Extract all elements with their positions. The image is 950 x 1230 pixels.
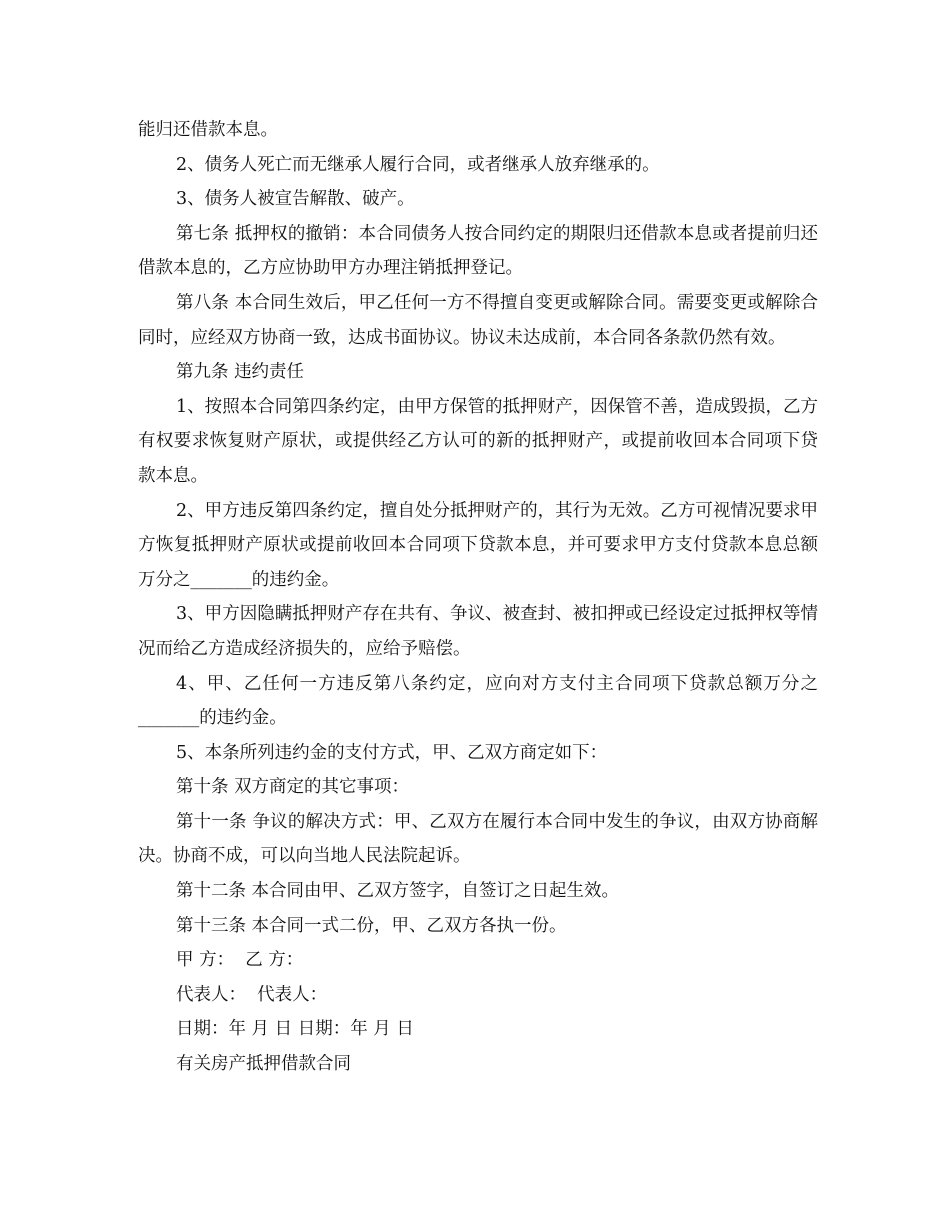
article-7: 第七条 抵押权的撤销：本合同债务人按合同约定的期限归还借款本息或者提前归还借款本息的，乙方应协助甲方办理注销抵押登记。 xyxy=(138,223,818,279)
document-body xyxy=(138,113,818,1082)
article-9-heading: 第九条 违约责任 xyxy=(176,362,305,383)
article-9-clause-4: 4、甲、乙任何一方违反第八条约定，应向对方支付主合同项下贷款总额万分之_______的违约金。 xyxy=(138,673,818,729)
article-11: 第十一条 争议的解决方式：甲、乙双方在履行本合同中发生的争议，由双方协商解决。协商不成，可以向当地人民法院起诉。 xyxy=(138,811,818,867)
article-9-clause-5: 5、本条所列违约金的支付方式，甲、乙双方商定如下： xyxy=(176,742,608,763)
signature-dates: 日期：年 月 日 日期：年 月 日 xyxy=(176,1019,414,1040)
signature-parties: 甲 方： 乙 方： xyxy=(176,950,304,971)
article-9-clause-1: 1、按照本合同第四条约定，由甲方保管的抵押财产，因保管不善，造成毁损，乙方有权要求恢复财产原状，或提供经乙方认可的新的抵押财产，或提前收回本合同项下贷款本息。 xyxy=(138,396,818,486)
paragraph-item-2: 2、债务人死亡而无继承人履行合同，或者继承人放弃继承的。 xyxy=(176,154,660,175)
paragraph-continuation: 能归还借款本息。 xyxy=(138,120,278,140)
article-9-clause-3: 3、甲方因隐瞒抵押财产存在共有、争议、被查封、被扣押或已经设定过抵押权等情况而给乙方造成经济损失的，应给予赔偿。 xyxy=(138,604,818,659)
article-9-clause-2: 2、甲方违反第四条约定，擅自处分抵押财产的，其行为无效。乙方可视情况要求甲方恢复抵押财产原状或提前收回本合同项下贷款本息，并可要求甲方支付贷款本息总额万分之_______的违约金。 xyxy=(138,500,818,590)
document-footer-title: 有关房产抵押借款合同 xyxy=(176,1054,351,1075)
article-13: 第十三条 本合同一式二份，甲、乙双方各执一份。 xyxy=(176,915,567,936)
signature-representatives: 代表人： 代表人： xyxy=(176,984,328,1005)
article-12: 第十二条 本合同由甲、乙双方签字，自签订之日起生效。 xyxy=(176,881,620,902)
article-8: 第八条 本合同生效后，甲乙任何一方不得擅自变更或解除合同。需要变更或解除合同时，应经双方协商一致，达成书面协议。协议未达成前，本合同各条款仍然有效。 xyxy=(138,292,818,348)
article-10: 第十条 双方商定的其它事项： xyxy=(176,777,410,798)
paragraph-item-3: 3、债务人被宣告解散、破产。 xyxy=(176,189,415,210)
